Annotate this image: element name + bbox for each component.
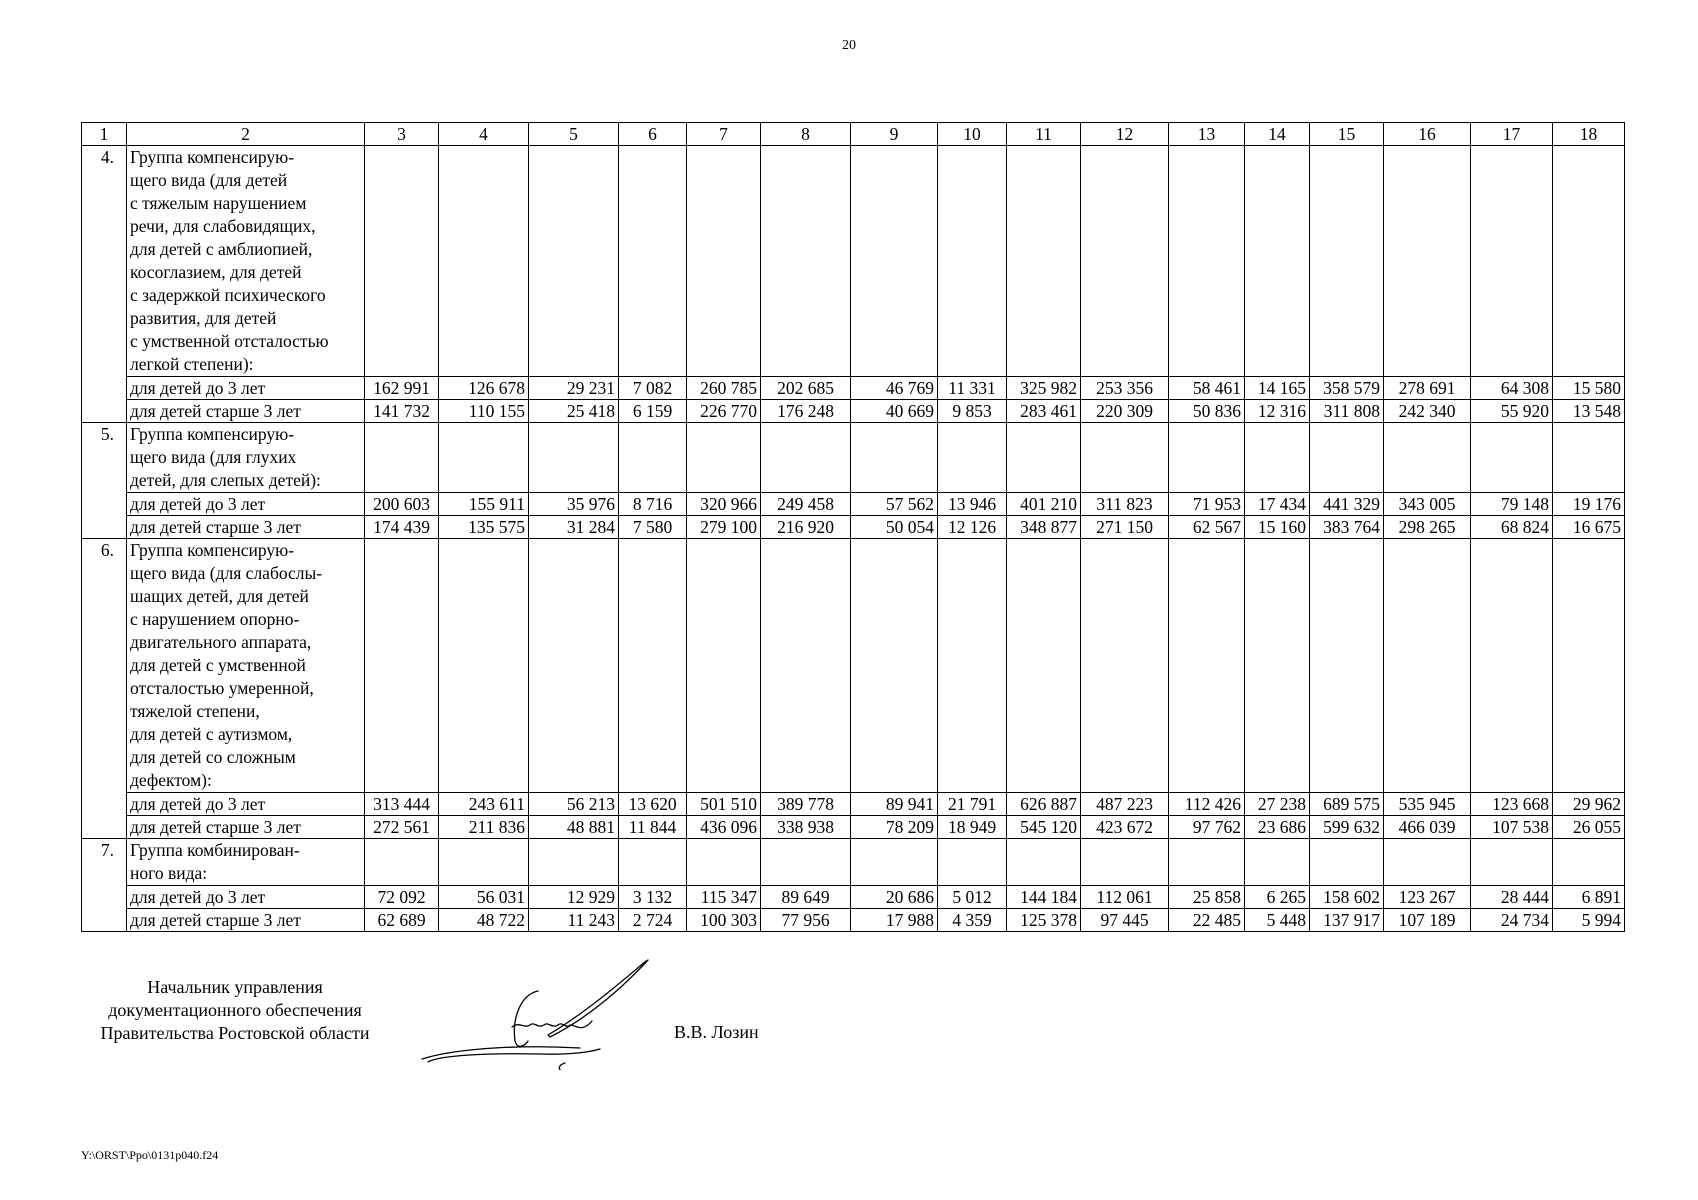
group-description-line: дефектом):	[130, 770, 212, 790]
value-cell: 338 938	[761, 816, 851, 839]
value-cell: 689 575	[1310, 793, 1384, 816]
group-description-line: тяжелой степени,	[130, 701, 260, 721]
value-cell: 12 126	[938, 516, 1007, 539]
value-cell: 311 808	[1310, 400, 1384, 423]
value-cell: 325 982	[1007, 377, 1081, 400]
table-header-row	[82, 123, 1625, 146]
signer-name: В.В. Лозин	[674, 1022, 759, 1042]
group-description-line: двигательного аппарата,	[130, 632, 312, 652]
empty-cell	[851, 423, 938, 493]
value-cell: 12 316	[1245, 400, 1310, 423]
column-number-header: 5	[529, 123, 619, 146]
group-description-line: легкой степени):	[130, 354, 254, 374]
value-cell: 18 949	[938, 816, 1007, 839]
value-cell: 137 917	[1310, 909, 1384, 932]
value-cell: 9 853	[938, 400, 1007, 423]
column-number-header: 9	[851, 123, 938, 146]
value-cell: 358 579	[1310, 377, 1384, 400]
value-cell: 383 764	[1310, 516, 1384, 539]
column-number-header: 14	[1245, 123, 1310, 146]
group-description-row	[82, 423, 1625, 493]
value-cell: 77 956	[761, 909, 851, 932]
value-cell: 64 308	[1471, 377, 1553, 400]
empty-cell	[529, 839, 619, 886]
value-cell: 8 716	[619, 493, 687, 516]
empty-cell	[1384, 146, 1471, 377]
group-description-line: речи, для слабовидящих,	[130, 216, 316, 236]
group-description-line: для детей с умственной	[130, 655, 306, 675]
empty-cell	[439, 539, 529, 793]
empty-cell	[365, 539, 439, 793]
group-description-line: ного вида:	[130, 863, 208, 883]
empty-cell	[761, 539, 851, 793]
group-description-line: щего вида (для глухих	[130, 447, 297, 467]
group-description-line: Группа компенсирую-	[130, 540, 295, 560]
empty-cell	[1169, 539, 1245, 793]
empty-cell	[938, 146, 1007, 377]
empty-cell	[1471, 146, 1553, 377]
value-cell: 211 836	[439, 816, 529, 839]
empty-cell	[938, 423, 1007, 493]
column-number-header: 13	[1169, 123, 1245, 146]
row-label: для детей старше 3 лет	[127, 909, 365, 932]
empty-cell	[529, 539, 619, 793]
column-number-header: 8	[761, 123, 851, 146]
row-label: для детей старше 3 лет	[127, 816, 365, 839]
value-cell: 97 445	[1081, 909, 1169, 932]
empty-cell	[761, 146, 851, 377]
value-cell: 29 962	[1553, 793, 1625, 816]
value-cell: 162 991	[365, 377, 439, 400]
group-description-row	[82, 839, 1625, 886]
group-description-line: развития, для детей	[130, 308, 277, 328]
value-cell: 97 762	[1169, 816, 1245, 839]
value-cell: 6 891	[1553, 886, 1625, 909]
row-label: для детей до 3 лет	[127, 377, 365, 400]
value-cell: 115 347	[687, 886, 761, 909]
value-cell: 100 303	[687, 909, 761, 932]
value-cell: 249 458	[761, 493, 851, 516]
value-cell: 55 920	[1471, 400, 1553, 423]
empty-cell	[619, 839, 687, 886]
value-cell: 17 434	[1245, 493, 1310, 516]
empty-cell	[1081, 423, 1169, 493]
value-cell: 78 209	[851, 816, 938, 839]
value-cell: 58 461	[1169, 377, 1245, 400]
value-cell: 125 378	[1007, 909, 1081, 932]
value-cell: 15 160	[1245, 516, 1310, 539]
value-cell: 5 448	[1245, 909, 1310, 932]
signature-title-line: Правительства Ростовской области	[100, 1023, 370, 1043]
value-cell: 599 632	[1310, 816, 1384, 839]
value-cell: 6 159	[619, 400, 687, 423]
group-index: 5.	[82, 423, 127, 539]
column-number-header: 2	[127, 123, 365, 146]
value-cell: 50 836	[1169, 400, 1245, 423]
empty-cell	[365, 423, 439, 493]
file-path: Y:\ORST\Ppo\0131p040.f24	[81, 1148, 219, 1162]
value-cell: 16 675	[1553, 516, 1625, 539]
value-cell: 123 668	[1471, 793, 1553, 816]
value-cell: 5 994	[1553, 909, 1625, 932]
value-cell: 436 096	[687, 816, 761, 839]
value-cell: 71 953	[1169, 493, 1245, 516]
value-cell: 40 669	[851, 400, 938, 423]
value-cell: 20 686	[851, 886, 938, 909]
value-cell: 17 988	[851, 909, 938, 932]
handwritten-signature	[420, 955, 660, 1070]
value-cell: 348 877	[1007, 516, 1081, 539]
empty-cell	[1310, 539, 1384, 793]
column-number-header: 7	[687, 123, 761, 146]
group-description-line: отсталостью умеренной,	[130, 678, 314, 698]
empty-cell	[1007, 839, 1081, 886]
column-number-header: 16	[1384, 123, 1471, 146]
empty-cell	[1245, 146, 1310, 377]
value-cell: 14 165	[1245, 377, 1310, 400]
group-description	[127, 539, 365, 793]
value-cell: 56 213	[529, 793, 619, 816]
value-cell: 110 155	[439, 400, 529, 423]
empty-cell	[1245, 839, 1310, 886]
empty-cell	[439, 146, 529, 377]
empty-cell	[1553, 423, 1625, 493]
value-cell: 423 672	[1081, 816, 1169, 839]
value-cell: 141 732	[365, 400, 439, 423]
value-cell: 107 189	[1384, 909, 1471, 932]
empty-cell	[1310, 146, 1384, 377]
value-cell: 15 580	[1553, 377, 1625, 400]
value-cell: 4 359	[938, 909, 1007, 932]
value-cell: 271 150	[1081, 516, 1169, 539]
column-number-header: 18	[1553, 123, 1625, 146]
value-cell: 89 941	[851, 793, 938, 816]
value-cell: 279 100	[687, 516, 761, 539]
value-cell: 19 176	[1553, 493, 1625, 516]
table-row	[82, 886, 1625, 909]
group-description	[127, 146, 365, 377]
row-label: для детей до 3 лет	[127, 493, 365, 516]
group-description	[127, 423, 365, 493]
value-cell: 79 148	[1471, 493, 1553, 516]
value-cell: 107 538	[1471, 816, 1553, 839]
empty-cell	[365, 839, 439, 886]
empty-cell	[761, 839, 851, 886]
group-description-line: с задержкой психического	[130, 285, 326, 305]
empty-cell	[687, 539, 761, 793]
empty-cell	[1245, 423, 1310, 493]
empty-cell	[439, 839, 529, 886]
empty-cell	[619, 539, 687, 793]
table-row	[82, 816, 1625, 839]
group-description-line: для детей с аутизмом,	[130, 724, 293, 744]
value-cell: 216 920	[761, 516, 851, 539]
value-cell: 242 340	[1384, 400, 1471, 423]
column-number-header: 1	[82, 123, 127, 146]
empty-cell	[439, 423, 529, 493]
value-cell: 243 611	[439, 793, 529, 816]
value-cell: 46 769	[851, 377, 938, 400]
group-description-line: косоглазием, для детей	[130, 262, 302, 282]
value-cell: 200 603	[365, 493, 439, 516]
value-cell: 220 309	[1081, 400, 1169, 423]
value-cell: 298 265	[1384, 516, 1471, 539]
value-cell: 126 678	[439, 377, 529, 400]
column-number-header: 12	[1081, 123, 1169, 146]
empty-cell	[529, 423, 619, 493]
value-cell: 135 575	[439, 516, 529, 539]
value-cell: 25 418	[529, 400, 619, 423]
value-cell: 12 929	[529, 886, 619, 909]
value-cell: 283 461	[1007, 400, 1081, 423]
value-cell: 25 858	[1169, 886, 1245, 909]
empty-cell	[1169, 146, 1245, 377]
value-cell: 487 223	[1081, 793, 1169, 816]
table-row	[82, 377, 1625, 400]
value-cell: 11 331	[938, 377, 1007, 400]
row-label: для детей старше 3 лет	[127, 400, 365, 423]
group-description-line: с нарушением опорно-	[130, 609, 300, 629]
value-cell: 6 265	[1245, 886, 1310, 909]
empty-cell	[1553, 539, 1625, 793]
value-cell: 441 329	[1310, 493, 1384, 516]
page-number: 20	[842, 38, 856, 53]
empty-cell	[1081, 146, 1169, 377]
value-cell: 535 945	[1384, 793, 1471, 816]
empty-cell	[938, 539, 1007, 793]
value-cell: 123 267	[1384, 886, 1471, 909]
empty-cell	[529, 146, 619, 377]
empty-cell	[851, 539, 938, 793]
empty-cell	[1384, 423, 1471, 493]
value-cell: 48 881	[529, 816, 619, 839]
empty-cell	[1471, 839, 1553, 886]
empty-cell	[1310, 839, 1384, 886]
value-cell: 226 770	[687, 400, 761, 423]
table-row	[82, 909, 1625, 932]
column-number-header: 6	[619, 123, 687, 146]
empty-cell	[1384, 839, 1471, 886]
value-cell: 11 243	[529, 909, 619, 932]
group-description-line: Группа компенсирую-	[130, 424, 295, 444]
column-number-header: 3	[365, 123, 439, 146]
value-cell: 31 284	[529, 516, 619, 539]
value-cell: 28 444	[1471, 886, 1553, 909]
value-cell: 501 510	[687, 793, 761, 816]
value-cell: 11 844	[619, 816, 687, 839]
value-cell: 2 724	[619, 909, 687, 932]
value-cell: 68 824	[1471, 516, 1553, 539]
group-description-line: Группа компенсирую-	[130, 147, 295, 167]
group-description-line: Группа комбинирован-	[130, 840, 300, 860]
empty-cell	[1471, 423, 1553, 493]
group-index: 4.	[82, 146, 127, 423]
group-description-line: с тяжелым нарушением	[130, 193, 307, 213]
group-index: 6.	[82, 539, 127, 839]
empty-cell	[1245, 539, 1310, 793]
value-cell: 5 012	[938, 886, 1007, 909]
group-description-line: для детей с амблиопией,	[130, 239, 313, 259]
column-number-header: 4	[439, 123, 529, 146]
column-number-header: 11	[1007, 123, 1081, 146]
value-cell: 48 722	[439, 909, 529, 932]
empty-cell	[365, 146, 439, 377]
value-cell: 401 210	[1007, 493, 1081, 516]
group-description-line: детей, для слепых детей):	[130, 470, 321, 490]
table-row	[82, 400, 1625, 423]
empty-cell	[1553, 839, 1625, 886]
value-cell: 155 911	[439, 493, 529, 516]
group-description-line: щего вида (для слабослы-	[130, 563, 323, 583]
value-cell: 466 039	[1384, 816, 1471, 839]
value-cell: 24 734	[1471, 909, 1553, 932]
value-cell: 626 887	[1007, 793, 1081, 816]
value-cell: 158 602	[1310, 886, 1384, 909]
signature-title-line: Начальник управления	[147, 977, 323, 997]
value-cell: 174 439	[365, 516, 439, 539]
value-cell: 89 649	[761, 886, 851, 909]
value-cell: 320 966	[687, 493, 761, 516]
value-cell: 27 238	[1245, 793, 1310, 816]
value-cell: 343 005	[1384, 493, 1471, 516]
empty-cell	[1169, 839, 1245, 886]
column-number-header: 15	[1310, 123, 1384, 146]
value-cell: 13 946	[938, 493, 1007, 516]
data-table	[81, 122, 1625, 932]
empty-cell	[687, 423, 761, 493]
empty-cell	[1471, 539, 1553, 793]
value-cell: 313 444	[365, 793, 439, 816]
value-cell: 311 823	[1081, 493, 1169, 516]
value-cell: 389 778	[761, 793, 851, 816]
empty-cell	[761, 423, 851, 493]
value-cell: 7 082	[619, 377, 687, 400]
empty-cell	[1081, 839, 1169, 886]
row-label: для детей до 3 лет	[127, 886, 365, 909]
value-cell: 7 580	[619, 516, 687, 539]
empty-cell	[851, 839, 938, 886]
value-cell: 62 689	[365, 909, 439, 932]
group-description-line: с умственной отсталостью	[130, 331, 329, 351]
value-cell: 253 356	[1081, 377, 1169, 400]
table-row	[82, 493, 1625, 516]
empty-cell	[1081, 539, 1169, 793]
value-cell: 23 686	[1245, 816, 1310, 839]
value-cell: 29 231	[529, 377, 619, 400]
empty-cell	[1553, 146, 1625, 377]
empty-cell	[687, 146, 761, 377]
group-description-line: для детей со сложным	[130, 747, 296, 767]
group-description-row	[82, 146, 1625, 377]
empty-cell	[1007, 423, 1081, 493]
value-cell: 545 120	[1007, 816, 1081, 839]
value-cell: 13 620	[619, 793, 687, 816]
group-description-row	[82, 539, 1625, 793]
empty-cell	[1169, 423, 1245, 493]
value-cell: 176 248	[761, 400, 851, 423]
value-cell: 57 562	[851, 493, 938, 516]
empty-cell	[851, 146, 938, 377]
row-label: для детей старше 3 лет	[127, 516, 365, 539]
table-row	[82, 516, 1625, 539]
row-label: для детей до 3 лет	[127, 793, 365, 816]
group-description	[127, 839, 365, 886]
table-body	[82, 123, 1625, 932]
column-number-header: 10	[938, 123, 1007, 146]
value-cell: 260 785	[687, 377, 761, 400]
empty-cell	[1310, 423, 1384, 493]
value-cell: 13 548	[1553, 400, 1625, 423]
group-index: 7.	[82, 839, 127, 932]
value-cell: 62 567	[1169, 516, 1245, 539]
empty-cell	[687, 839, 761, 886]
empty-cell	[1007, 539, 1081, 793]
value-cell: 278 691	[1384, 377, 1471, 400]
empty-cell	[1007, 146, 1081, 377]
table-row	[82, 793, 1625, 816]
value-cell: 21 791	[938, 793, 1007, 816]
empty-cell	[619, 423, 687, 493]
value-cell: 22 485	[1169, 909, 1245, 932]
value-cell: 50 054	[851, 516, 938, 539]
value-cell: 112 061	[1081, 886, 1169, 909]
value-cell: 144 184	[1007, 886, 1081, 909]
column-number-header: 17	[1471, 123, 1553, 146]
value-cell: 202 685	[761, 377, 851, 400]
group-description-line: щего вида (для детей	[130, 170, 288, 190]
value-cell: 35 976	[529, 493, 619, 516]
signature-title	[81, 976, 389, 1045]
group-description-line: шащих детей, для детей	[130, 586, 309, 606]
empty-cell	[1384, 539, 1471, 793]
value-cell: 26 055	[1553, 816, 1625, 839]
empty-cell	[938, 839, 1007, 886]
value-cell: 72 092	[365, 886, 439, 909]
value-cell: 56 031	[439, 886, 529, 909]
signature-title-line: документационного обеспечения	[108, 1000, 362, 1020]
value-cell: 3 132	[619, 886, 687, 909]
value-cell: 112 426	[1169, 793, 1245, 816]
value-cell: 272 561	[365, 816, 439, 839]
empty-cell	[619, 146, 687, 377]
